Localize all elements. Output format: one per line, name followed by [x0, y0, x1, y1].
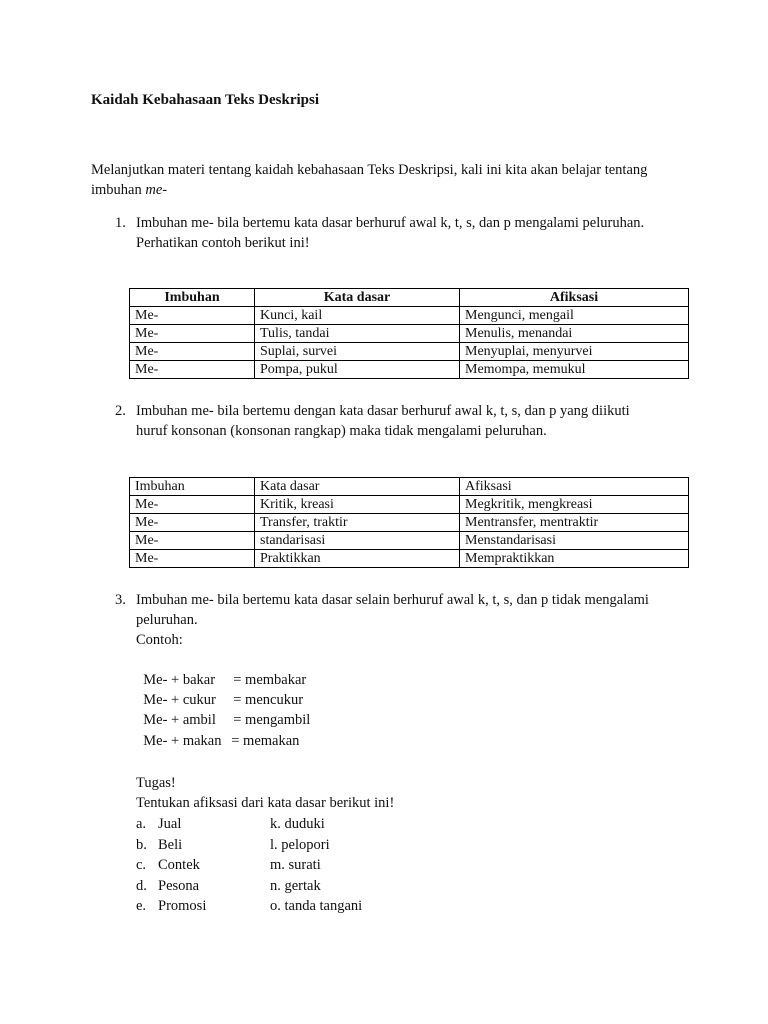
- table-row: [130, 532, 689, 550]
- table-1-header-kata-dasar: Kata dasar: [255, 289, 460, 307]
- point-3-line-2: peluruhan.: [136, 612, 198, 628]
- table-cell: Me-: [130, 532, 255, 550]
- list-item: [136, 814, 362, 835]
- item-letter: a.: [136, 816, 147, 832]
- table-cell: Me-: [130, 550, 255, 568]
- point-3-number: 3.: [115, 592, 126, 608]
- example-left: Me- + cukur: [143, 692, 216, 708]
- list-item: [136, 835, 362, 856]
- example-right: = membakar: [233, 672, 307, 688]
- table-cell: Kunci, kail: [255, 307, 460, 325]
- table-cell: Praktikkan: [255, 550, 460, 568]
- table-cell: Me-: [130, 307, 255, 325]
- intro-line-2-text: imbuhan: [91, 182, 146, 198]
- point-1-number: 1.: [115, 215, 126, 231]
- document-title: Kaidah Kebahasaan Teks Deskripsi: [91, 92, 319, 108]
- item-word: Jual: [158, 816, 182, 832]
- table-2-header-row: [130, 478, 689, 496]
- point-2-text: [136, 401, 630, 441]
- intro-line-2: [91, 180, 647, 200]
- item-word: Promosi: [158, 898, 207, 914]
- table-cell: Me-: [130, 514, 255, 532]
- table-2-header-kata-dasar: Kata dasar: [255, 478, 460, 496]
- point-2-number: 2.: [115, 403, 126, 419]
- intro-line-1: Melanjutkan materi tentang kaidah kebahasaan Teks Deskripsi, kali ini kita akan belajar tentang: [91, 162, 648, 178]
- table-row: [130, 307, 689, 325]
- table-cell: Menstandarisasi: [460, 532, 689, 550]
- table-cell: Tulis, tandai: [255, 325, 460, 343]
- table-cell: Transfer, traktir: [255, 514, 460, 532]
- example-left: Me- + ambil: [143, 712, 216, 728]
- table-row: [130, 325, 689, 343]
- point-3-line-1: Imbuhan me- bila bertemu kata dasar selain berhuruf awal k, t, s, dan p tidak mengalami: [136, 592, 649, 608]
- item-right: k. duduki: [270, 816, 325, 832]
- point-3-text: [136, 590, 649, 650]
- table-1-header-imbuhan: Imbuhan: [130, 289, 255, 307]
- point-1-line-1: Imbuhan me- bila bertemu kata dasar berhuruf awal k, t, s, dan p mengalami peluruhan.: [136, 215, 645, 231]
- table-cell: Mengunci, mengail: [460, 307, 689, 325]
- table-1-header-row: [130, 289, 689, 307]
- table-row: [130, 361, 689, 379]
- item-letter: b.: [136, 836, 147, 853]
- item-word: Pesona: [158, 877, 200, 894]
- table-row: [130, 496, 689, 514]
- table-row: [130, 343, 689, 361]
- table-cell: Mempraktikkan: [460, 550, 689, 568]
- list-item: [136, 896, 362, 917]
- item-letter: e.: [136, 898, 147, 914]
- table-cell: Suplai, survei: [255, 343, 460, 361]
- table-cell: Menulis, menandai: [460, 325, 689, 343]
- contoh-label: Contoh:: [136, 632, 183, 648]
- item-letter: c.: [136, 857, 147, 873]
- item-word: Beli: [158, 836, 183, 853]
- table-cell: Memompa, memukul: [460, 361, 689, 379]
- example-row: [136, 711, 299, 751]
- example-right: = mencukur: [233, 692, 304, 708]
- intro-paragraph: [91, 160, 647, 200]
- point-1-line-2: Perhatikan contoh berikut ini!: [136, 235, 310, 251]
- table-cell: Megkritik, mengkreasi: [460, 496, 689, 514]
- intro-italic-me: me-: [145, 182, 168, 198]
- task-section: [136, 773, 394, 813]
- list-item: [136, 855, 362, 876]
- example-left: Me- + bakar: [143, 672, 216, 688]
- item-right: l. pelopori: [270, 836, 330, 853]
- table-cell: Kritik, kreasi: [255, 496, 460, 514]
- item-letter: d.: [136, 877, 147, 894]
- item-right: o. tanda tangani: [270, 898, 363, 914]
- table-row: [130, 514, 689, 532]
- table-cell: Me-: [130, 343, 255, 361]
- table-1-header-afiksasi: Afiksasi: [460, 289, 689, 307]
- table-2-header-imbuhan: Imbuhan: [130, 478, 255, 496]
- example-right: = memakan: [231, 733, 300, 749]
- table-2-header-afiksasi: Afiksasi: [460, 478, 689, 496]
- item-right: m. surati: [270, 857, 321, 873]
- task-heading: Tugas!: [136, 775, 176, 791]
- example-left: Me- + makan: [143, 733, 222, 749]
- point-1-text: [136, 213, 644, 253]
- table-cell: Me-: [130, 325, 255, 343]
- table-cell: Me-: [130, 496, 255, 514]
- task-list: [136, 814, 362, 917]
- table-1: [129, 288, 689, 379]
- table-cell: Me-: [130, 361, 255, 379]
- item-right: n. gertak: [270, 877, 321, 894]
- point-2-line-2: huruf konsonan (konsonan rangkap) maka tidak mengalami peluruhan.: [136, 423, 547, 439]
- item-word: Contek: [158, 857, 200, 873]
- table-cell: Pompa, pukul: [255, 361, 460, 379]
- list-item: [136, 876, 362, 897]
- table-row: [130, 550, 689, 568]
- table-cell: standarisasi: [255, 532, 460, 550]
- table-cell: Mentransfer, mentraktir: [460, 514, 689, 532]
- task-instruction: Tentukan afiksasi dari kata dasar berikut ini!: [136, 795, 395, 811]
- table-2: [129, 477, 689, 568]
- point-2-line-1: Imbuhan me- bila bertemu dengan kata dasar berhuruf awal k, t, s, dan p yang diikuti: [136, 403, 630, 419]
- table-cell: Menyuplai, menyurvei: [460, 343, 689, 361]
- example-right: = mengambil: [233, 712, 311, 728]
